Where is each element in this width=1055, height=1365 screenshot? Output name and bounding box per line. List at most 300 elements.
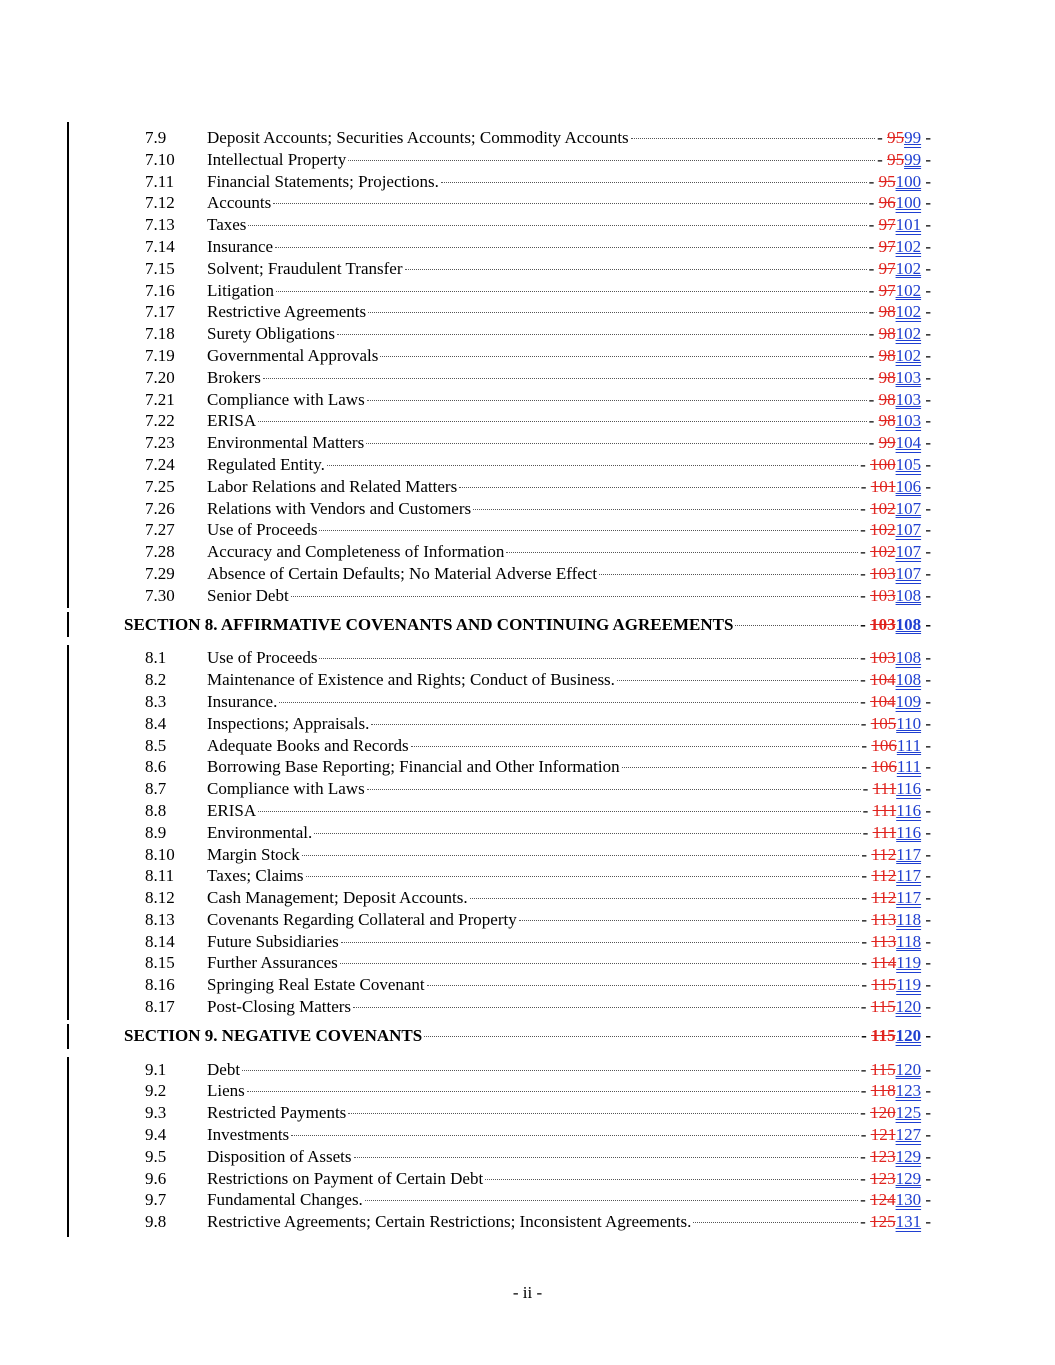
- page-ref: - 114119 -: [861, 953, 931, 973]
- old-page: 114: [871, 953, 897, 973]
- entry-number: 7.24: [145, 454, 175, 474]
- section-9-entries: [0, 1059, 1055, 1233]
- entry-number: 7.17: [145, 302, 175, 322]
- new-page[interactable]: 99: [904, 128, 922, 147]
- toc-entry[interactable]: [0, 280, 1055, 302]
- entry-title: Intellectual Property: [207, 149, 347, 169]
- page-ref: - 97102 -: [868, 236, 931, 256]
- page-ref: - 106111 -: [861, 735, 931, 755]
- toc-entry[interactable]: [0, 476, 1055, 498]
- entry-title: Environmental.: [207, 822, 313, 842]
- entry-number: 8.9: [145, 822, 167, 842]
- page-ref: - 98102 -: [868, 324, 931, 344]
- page-ref: - 98102 -: [868, 345, 931, 365]
- page-ref: - 102107 -: [860, 520, 931, 540]
- page-ref: - 95100 -: [868, 171, 931, 191]
- old-page: 102: [870, 520, 896, 540]
- toc-entry[interactable]: [0, 887, 1055, 909]
- page-ref: - 98103 -: [868, 389, 931, 409]
- old-page: 111: [872, 822, 897, 842]
- dot-leader: [735, 625, 858, 626]
- dot-leader: [473, 509, 858, 510]
- entry-number: 8.16: [145, 975, 175, 995]
- page-ref: - 103108 -: [860, 585, 931, 605]
- new-page[interactable]: 107: [895, 520, 922, 540]
- entry-number: 8.12: [145, 888, 175, 908]
- new-page[interactable]: 103: [895, 367, 922, 387]
- entry-title: Post-Closing Matters: [207, 997, 352, 1017]
- old-page: 115: [871, 1025, 896, 1045]
- toc-entry[interactable]: [0, 214, 1055, 236]
- new-page[interactable]: 117: [896, 866, 922, 886]
- page-ref: - 97101 -: [868, 215, 931, 235]
- new-page[interactable]: 107: [895, 563, 922, 583]
- dot-leader: [485, 1179, 858, 1180]
- old-page: 100: [870, 454, 896, 474]
- old-page: 103: [870, 648, 896, 668]
- dot-leader: [319, 530, 858, 531]
- entry-number: 7.30: [145, 585, 175, 605]
- page-ref: - 98103 -: [868, 367, 931, 387]
- entry-title: Liens: [207, 1081, 245, 1101]
- page-ref: - 123129 -: [860, 1146, 931, 1166]
- toc-entry[interactable]: [0, 1168, 1055, 1190]
- entry-number: 8.10: [145, 844, 175, 864]
- new-page[interactable]: 103: [895, 389, 922, 409]
- new-page[interactable]: 104: [895, 433, 922, 453]
- page-ref: - 111116 -: [862, 779, 931, 799]
- old-page: 106: [871, 757, 897, 777]
- old-page: 118: [870, 1081, 896, 1101]
- new-page[interactable]: 118: [896, 909, 922, 929]
- old-page: 105: [870, 713, 897, 733]
- dot-leader: [302, 855, 860, 856]
- toc-entry[interactable]: [0, 974, 1055, 996]
- entry-title: Accuracy and Completeness of Information: [207, 542, 505, 562]
- new-page[interactable]: 119: [896, 953, 922, 973]
- dot-leader: [519, 920, 860, 921]
- section-9-heading[interactable]: [0, 1025, 1055, 1047]
- page-ref: - 115120 -: [860, 1059, 931, 1079]
- old-page: 96: [878, 193, 896, 213]
- entry-number: 7.29: [145, 563, 175, 583]
- entry-title: Further Assurances: [207, 953, 338, 973]
- page-ref: - 98102 -: [868, 302, 931, 322]
- old-page: 95: [878, 171, 896, 191]
- toc-entry[interactable]: [0, 258, 1055, 280]
- dot-leader: [275, 247, 867, 248]
- dot-leader: [367, 400, 867, 401]
- entry-number: 8.14: [145, 931, 175, 951]
- new-page[interactable]: 102: [895, 258, 922, 278]
- dot-leader: [411, 746, 860, 747]
- new-page[interactable]: 119: [896, 975, 922, 995]
- new-page[interactable]: 108: [895, 585, 922, 605]
- section-title: SECTION 8. AFFIRMATIVE COVENANTS AND CONTINUING AGREEMENTS: [124, 614, 734, 634]
- new-page[interactable]: 102: [895, 280, 922, 300]
- dot-leader: [617, 680, 858, 681]
- page-ref: - 112117 -: [861, 888, 931, 908]
- new-page[interactable]: 131: [895, 1212, 922, 1232]
- entry-title: Litigation: [207, 280, 275, 300]
- entry-number: 8.17: [145, 997, 175, 1017]
- entry-number: 9.3: [145, 1103, 167, 1123]
- toc-entry[interactable]: [0, 844, 1055, 866]
- page-ref: - 120125 -: [860, 1103, 931, 1123]
- entry-title: Deposit Accounts; Securities Accounts; Commodity Accounts: [207, 128, 629, 147]
- dot-leader: [276, 291, 867, 292]
- entry-title: Restrictive Agreements: [207, 302, 367, 322]
- toc-entry[interactable]: [0, 127, 1055, 149]
- toc-entry[interactable]: [0, 301, 1055, 323]
- new-page[interactable]: 105: [895, 454, 922, 474]
- old-page: 98: [878, 345, 896, 365]
- entry-number: 8.2: [145, 670, 167, 690]
- section-7-entries: [0, 127, 1055, 607]
- dot-leader: [427, 985, 860, 986]
- entry-number: 8.1: [145, 648, 167, 668]
- entry-title: Absence of Certain Defaults; No Material Adverse Effect: [207, 563, 598, 583]
- dot-leader: [341, 942, 860, 943]
- dot-leader: [366, 443, 866, 444]
- page-ref: - 99104 -: [868, 433, 931, 453]
- page-ref: - 9599 -: [877, 128, 931, 147]
- table-of-contents: [0, 127, 1055, 1233]
- toc-entry[interactable]: [0, 498, 1055, 520]
- toc-entry[interactable]: [0, 952, 1055, 974]
- entry-title: Restricted Payments: [207, 1103, 347, 1123]
- old-page: 98: [878, 389, 896, 409]
- old-page: 103: [870, 614, 896, 634]
- entry-number: 7.26: [145, 498, 175, 518]
- new-page[interactable]: 99: [904, 149, 922, 169]
- entry-number: 9.7: [145, 1190, 167, 1210]
- old-page: 98: [878, 411, 896, 431]
- toc-entry[interactable]: [0, 541, 1055, 563]
- new-page[interactable]: 109: [895, 691, 922, 711]
- toc-entry[interactable]: [0, 367, 1055, 389]
- entry-number: 9.2: [145, 1081, 167, 1101]
- new-page[interactable]: 116: [896, 822, 922, 842]
- entry-title: Future Subsidiaries: [207, 931, 339, 951]
- toc-entry[interactable]: [0, 519, 1055, 541]
- page-ref: - 102107 -: [860, 542, 931, 562]
- page-ref: - 97102 -: [868, 258, 931, 278]
- dot-leader: [314, 833, 860, 834]
- entry-number: 7.15: [145, 258, 175, 278]
- dot-leader: [319, 658, 858, 659]
- dot-leader: [622, 767, 860, 768]
- entry-number: 7.12: [145, 193, 175, 213]
- new-page[interactable]: 111: [896, 757, 922, 777]
- entry-title: Borrowing Base Reporting; Financial and Other Information: [207, 757, 620, 777]
- toc-entry[interactable]: [0, 909, 1055, 931]
- page-ref: - 101106 -: [860, 476, 931, 496]
- new-page[interactable]: 102: [895, 324, 922, 344]
- dot-leader: [258, 421, 867, 422]
- new-page[interactable]: 120: [895, 1059, 922, 1079]
- dot-leader: [371, 724, 858, 725]
- toc-entry[interactable]: [0, 647, 1055, 669]
- section-8-heading[interactable]: [0, 614, 1055, 636]
- dot-leader: [279, 702, 858, 703]
- page-ref: - 115120 -: [860, 997, 931, 1017]
- toc-entry[interactable]: [0, 691, 1055, 713]
- dot-leader: [693, 1222, 858, 1223]
- dot-leader: [354, 1157, 859, 1158]
- entry-title: Use of Proceeds: [207, 520, 318, 540]
- page-ref: - 97102 -: [868, 280, 931, 300]
- toc-entry[interactable]: [0, 345, 1055, 367]
- entry-number: 7.13: [145, 215, 175, 235]
- toc-entry[interactable]: [0, 931, 1055, 953]
- dot-leader: [459, 487, 859, 488]
- toc-entry[interactable]: [0, 171, 1055, 193]
- page-ref: - 105110 -: [860, 713, 931, 733]
- dot-leader: [248, 225, 866, 226]
- new-page[interactable]: 108: [895, 648, 922, 668]
- toc-entry[interactable]: [0, 822, 1055, 844]
- page-ref: - 112117 -: [861, 866, 931, 886]
- new-page[interactable]: 102: [895, 302, 922, 322]
- entry-number: 8.13: [145, 909, 175, 929]
- new-page[interactable]: 110: [896, 713, 922, 733]
- entry-title: ERISA: [207, 800, 257, 820]
- toc-entry[interactable]: [0, 389, 1055, 411]
- new-page[interactable]: 120: [895, 997, 922, 1017]
- old-page: 101: [870, 476, 896, 496]
- new-page[interactable]: 102: [895, 345, 922, 365]
- dot-leader: [405, 269, 867, 270]
- old-page: 113: [871, 909, 897, 929]
- toc-entry[interactable]: [0, 323, 1055, 345]
- dot-leader: [263, 378, 867, 379]
- entry-number: 9.1: [145, 1059, 167, 1079]
- entry-title: Use of Proceeds: [207, 648, 318, 668]
- entry-title: Springing Real Estate Covenant: [207, 975, 425, 995]
- old-page: 125: [870, 1212, 896, 1232]
- toc-entry[interactable]: [0, 800, 1055, 822]
- page-ref: - 106111 -: [861, 757, 931, 777]
- entry-title: Financial Statements; Projections.: [207, 171, 439, 191]
- new-page[interactable]: 117: [896, 844, 922, 864]
- old-page: 97: [878, 258, 896, 278]
- entry-title: Compliance with Laws: [207, 779, 365, 799]
- new-page[interactable]: 123: [895, 1081, 922, 1101]
- dot-leader: [365, 1200, 858, 1201]
- entry-number: 7.21: [145, 389, 175, 409]
- toc-entry[interactable]: [0, 563, 1055, 585]
- old-page: 97: [878, 236, 896, 256]
- entry-number: 8.3: [145, 691, 167, 711]
- new-page[interactable]: 120: [895, 1025, 922, 1045]
- new-page[interactable]: 127: [895, 1125, 922, 1145]
- new-page[interactable]: 117: [896, 888, 922, 908]
- dot-leader: [424, 1036, 859, 1037]
- entry-title: ERISA: [207, 411, 257, 431]
- entry-title: Insurance.: [207, 691, 278, 711]
- entry-title: Regulated Entity.: [207, 454, 325, 474]
- section-title: SECTION 9. NEGATIVE COVENANTS: [124, 1025, 423, 1045]
- entry-number: 8.8: [145, 800, 167, 820]
- page-ref: - 113118 -: [861, 909, 931, 929]
- dot-leader: [353, 1007, 859, 1008]
- entry-title: Environmental Matters: [207, 433, 365, 453]
- entry-title: Taxes; Claims: [207, 866, 304, 886]
- toc-entry[interactable]: [0, 735, 1055, 757]
- new-page[interactable]: 102: [895, 236, 922, 256]
- entry-number: 8.11: [145, 866, 175, 886]
- entry-title: Accounts: [207, 193, 272, 213]
- entry-title: Restrictive Agreements; Certain Restrictions; Inconsistent Agreements.: [207, 1212, 692, 1232]
- toc-entry[interactable]: [0, 1059, 1055, 1081]
- entry-number: 7.23: [145, 433, 175, 453]
- toc-entry[interactable]: [0, 410, 1055, 432]
- dot-leader: [291, 596, 858, 597]
- page-ref: - 103108 -: [860, 614, 931, 634]
- dot-leader: [291, 1135, 859, 1136]
- toc-entry[interactable]: [0, 1102, 1055, 1124]
- new-page[interactable]: 130: [895, 1190, 922, 1210]
- entry-number: 7.20: [145, 367, 175, 387]
- new-page[interactable]: 125: [895, 1103, 922, 1123]
- entry-number: 8.4: [145, 713, 167, 733]
- dot-leader: [247, 1091, 859, 1092]
- toc-entry[interactable]: [0, 669, 1055, 691]
- toc-entry[interactable]: [0, 1146, 1055, 1168]
- toc-entry[interactable]: [0, 756, 1055, 778]
- section-8-entries: [0, 647, 1055, 1018]
- dot-leader: [470, 898, 860, 899]
- page-ref: - 103108 -: [860, 648, 931, 668]
- dot-leader: [441, 182, 867, 183]
- old-page: 104: [870, 691, 896, 711]
- entry-title: Adequate Books and Records: [207, 735, 409, 755]
- entry-number: 7.11: [145, 171, 175, 191]
- old-page: 106: [871, 735, 897, 755]
- old-page: 124: [870, 1190, 896, 1210]
- old-page: 115: [870, 997, 896, 1017]
- new-page[interactable]: 111: [896, 735, 922, 755]
- dot-leader: [242, 1070, 859, 1071]
- old-page: 123: [870, 1146, 896, 1166]
- dot-leader: [340, 963, 860, 964]
- toc-entry[interactable]: [0, 192, 1055, 214]
- entry-number: 7.27: [145, 520, 175, 540]
- entry-number: 7.9: [145, 128, 167, 147]
- new-page[interactable]: 129: [895, 1168, 922, 1188]
- entry-number: 8.5: [145, 735, 167, 755]
- dot-leader: [506, 552, 858, 553]
- toc-entry[interactable]: [0, 236, 1055, 258]
- page-ref: - 96100 -: [868, 193, 931, 213]
- old-page: 112: [871, 844, 897, 864]
- old-page: 102: [870, 498, 896, 518]
- toc-entry[interactable]: [0, 1080, 1055, 1102]
- old-page: 95: [887, 128, 905, 147]
- page-ref: - 124130 -: [860, 1190, 931, 1210]
- toc-entry[interactable]: [0, 149, 1055, 171]
- page-ref: - 102107 -: [860, 498, 931, 518]
- dot-leader: [337, 334, 867, 335]
- new-page[interactable]: 108: [895, 670, 922, 690]
- page-ref: - 111116 -: [862, 800, 931, 820]
- toc-entry[interactable]: [0, 1211, 1055, 1233]
- page-ref: - 123129 -: [860, 1168, 931, 1188]
- entry-title: Margin Stock: [207, 844, 300, 864]
- new-page[interactable]: 116: [896, 800, 922, 820]
- toc-entry[interactable]: [0, 865, 1055, 887]
- toc-entry[interactable]: [0, 713, 1055, 735]
- new-page[interactable]: 100: [895, 171, 922, 191]
- entry-number: 9.8: [145, 1212, 167, 1232]
- new-page[interactable]: 129: [895, 1146, 922, 1166]
- old-page: 121: [870, 1125, 896, 1145]
- entry-title: Solvent; Fraudulent Transfer: [207, 258, 403, 278]
- toc-entry[interactable]: [0, 585, 1055, 607]
- toc-entry[interactable]: [0, 996, 1055, 1018]
- new-page[interactable]: 107: [895, 498, 922, 518]
- entry-number: 9.6: [145, 1168, 167, 1188]
- entry-number: 8.6: [145, 757, 167, 777]
- page-ref: - 113118 -: [861, 931, 931, 951]
- entry-number: 7.22: [145, 411, 175, 431]
- entry-number: 7.28: [145, 542, 175, 562]
- old-page: 98: [878, 302, 896, 322]
- dot-leader: [348, 1113, 858, 1114]
- page-ref: - 115120 -: [861, 1025, 931, 1045]
- page-ref: - 115119 -: [861, 975, 931, 995]
- new-page[interactable]: 108: [895, 614, 922, 634]
- new-page[interactable]: 118: [896, 931, 922, 951]
- old-page: 120: [870, 1103, 896, 1123]
- dot-leader: [327, 465, 858, 466]
- toc-entry[interactable]: [0, 432, 1055, 454]
- old-page: 98: [878, 324, 896, 344]
- new-page[interactable]: 101: [895, 215, 922, 235]
- old-page: 112: [871, 866, 897, 886]
- toc-entry[interactable]: [0, 1124, 1055, 1146]
- entry-title: Inspections; Appraisals.: [207, 713, 370, 733]
- new-page[interactable]: 100: [895, 193, 922, 213]
- entry-number: 9.4: [145, 1125, 167, 1145]
- old-page: 123: [870, 1168, 896, 1188]
- new-page[interactable]: 103: [895, 411, 922, 431]
- new-page[interactable]: 107: [895, 542, 922, 562]
- toc-entry[interactable]: [0, 1189, 1055, 1211]
- toc-entry[interactable]: [0, 778, 1055, 800]
- dot-leader: [306, 876, 860, 877]
- new-page[interactable]: 116: [896, 779, 922, 799]
- entry-title: Insurance: [207, 236, 274, 256]
- dot-leader: [380, 356, 866, 357]
- page-ref: - 104109 -: [860, 691, 931, 711]
- entry-number: 7.25: [145, 476, 175, 496]
- new-page[interactable]: 106: [895, 476, 922, 496]
- dot-leader: [348, 160, 875, 161]
- entry-title: Taxes: [207, 215, 247, 235]
- toc-entry[interactable]: [0, 454, 1055, 476]
- entry-title: Compliance with Laws: [207, 389, 365, 409]
- entry-number: 7.19: [145, 345, 175, 365]
- old-page: 102: [870, 542, 896, 562]
- entry-title: Relations with Vendors and Customers: [207, 498, 472, 518]
- entry-title: Disposition of Assets: [207, 1146, 352, 1166]
- old-page: 104: [870, 670, 896, 690]
- entry-number: 7.18: [145, 324, 175, 344]
- page-ref: - 9599 -: [877, 149, 931, 169]
- page-ref: - 98103 -: [868, 411, 931, 431]
